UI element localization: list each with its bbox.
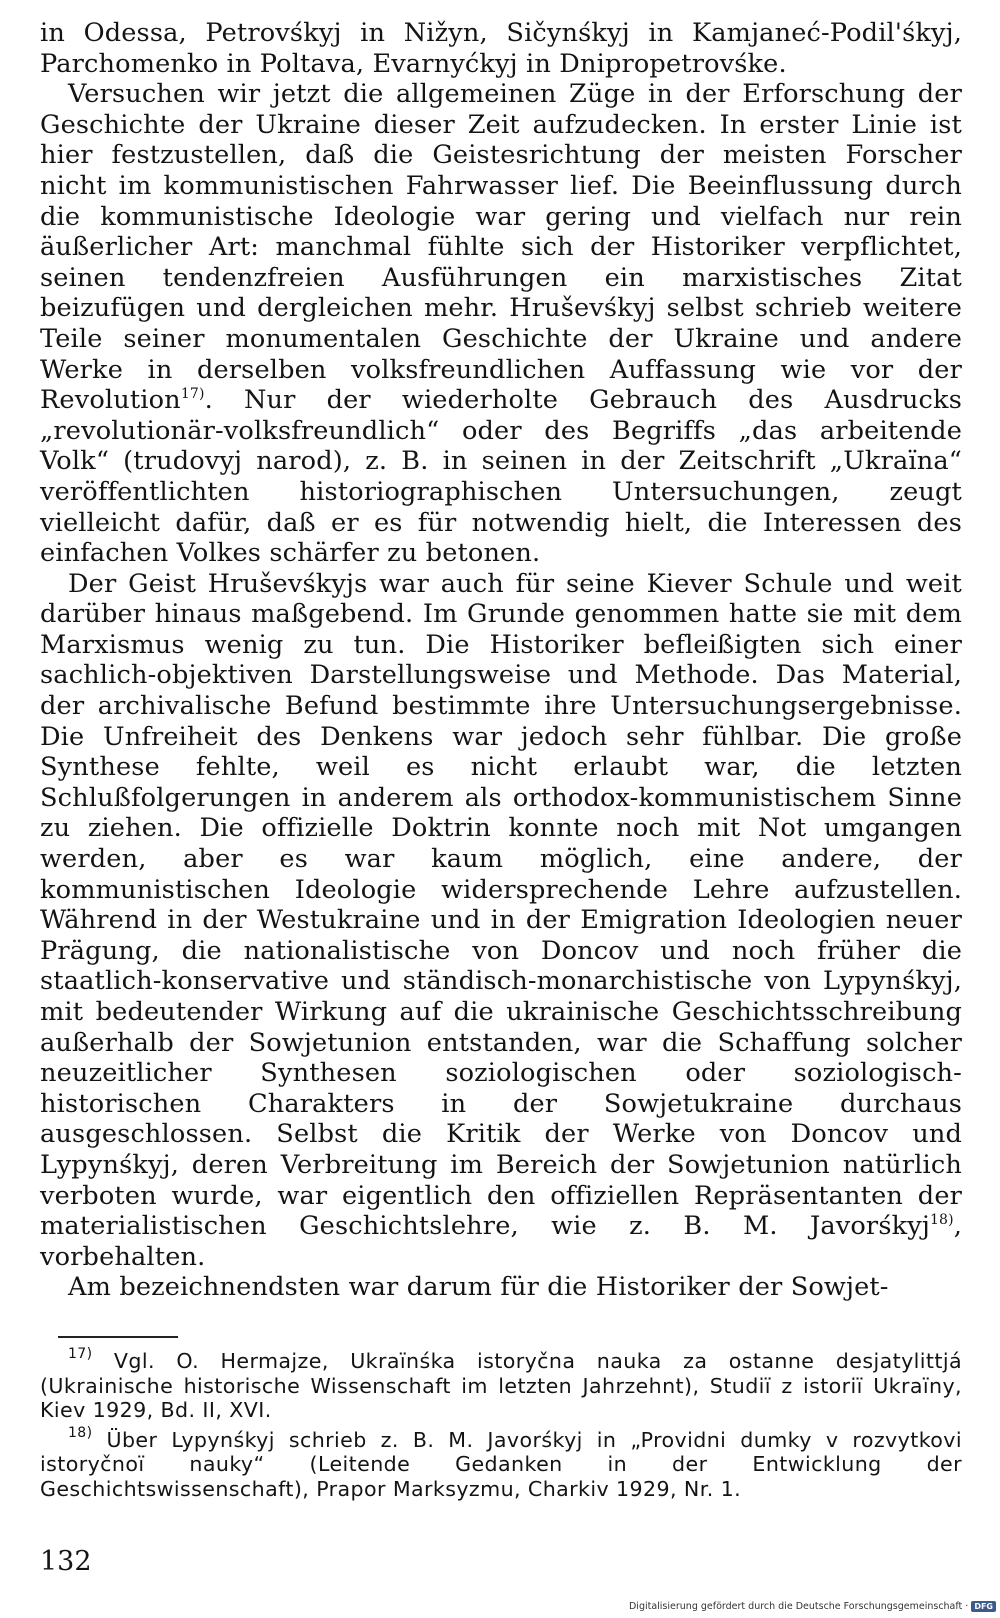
paragraph-text: , vorbehalten. [40, 1211, 962, 1272]
footnote-text: Vgl. O. Hermajze, Ukraïnśka istoryčna nauka za ostanne desjatylittjá (Ukrainische historische Wissenschaft im letzten Jahrzehnt), Studiï z istoriï Ukraïny, Kiev 1929, Bd. II, XVI. [40, 1349, 962, 1422]
footnote-text: Über Lypynśkyj schrieb z. B. M. Javorśkyj in „Providni dumky v rozvytkovi istoryčnoï nauky“ (Leitende Gedanken in der Entwicklung der Geschichtswissenschaft), Prapor Marksyzmu, Charkiv 1929, Nr. 1. [40, 1427, 962, 1501]
footnotes [40, 1346, 962, 1506]
paragraph-text: Der Geist Hruševśkyjs war auch für seine Kiever Schule und weit darüber hinaus maßgebend. Im Grunde genommen hatte sie mit dem Marxismus wenig zu tun. Die Historiker befleißigten sich einer sachlich-objektiven Darstellungsweise und Methode. Das Material, der archivalische Befund bestimmte ihre Untersuchungsergebnisse. Die Unfreiheit des Denkens war jedoch sehr fühlbar. Die große Synthese fehlte, weil es nicht erlaubt war, die letzten Schlußfolgerungen in anderem als orthodox-kommunistischem Sinne zu ziehen. Die offizielle Doktrin konnte noch mit Not umgangen werden, aber es war kaum möglich, eine andere, der kommunistischen Ideologie widersprechende Lehre aufzustellen. Während in der Westukraine und in der Emigration Ideologien neuer Prägung, die nationalistische von Doncov und noch früher die staatlich-konservative und ständisch-monarchistische von Lypynśkyj, mit bedeutender Wirkung auf die ukrainische Geschichtsschreibung außerhalb der Sowjetunion entstanden, war die Schaffung solcher neuzeitlicher Synthesen soziologischen oder soziologisch-historischen Charakters in der Sowjetukraine durchaus ausgeschlossen. Selbst die Kritik der Werke von Doncov und Lypynśkyj, deren Verbreitung im Bereich der Sowjetunion natürlich verboten wurde, war eigentlich den offiziellen Repräsentanten der materialistischen Geschichtslehre, wie z. B. M. Javorśkyj [40, 568, 962, 1242]
paragraph-text: Versuchen wir jetzt die allgemeinen Züge in der Erforschung der Geschichte der Ukraine dieser Zeit aufzudecken. In erster Linie ist hier festzustellen, daß die Geistesrichtung der meisten Forscher nicht im kommunistischen Fahrwasser lief. Die Beeinflussung durch die kommunistische Ideologie war gering und vielfach nur rein äußerlicher Art: manchmal fühlte sich der Historiker verpflichtet, seinen tendenzfreien Ausführungen ein marxistisches Zitat beizufügen und dergleichen mehr. Hruševśkyj selbst schrieb weitere Teile seiner monumentalen Geschichte der Ukraine und andere Werke in derselben volksfreundlichen Auffassung wie vor der Revolution [40, 79, 962, 416]
paragraph: Am bezeichnendsten war darum für die Historiker der Sowjet- [68, 1272, 889, 1303]
footnote-mark: 17) [68, 1346, 93, 1362]
credit-text: Digitalisierung gefördert durch die Deutsche Forschungsgemeinschaft · [628, 1601, 969, 1612]
page-body [40, 18, 962, 1303]
paragraph: in Odessa, Petrovśkyj in Nižyn, Sičynśkyj in Kamjaneć-Podil'śkyj, Parchomenko in Poltava, Evarnyćkyj in Dnipropetrovśke. [40, 18, 962, 79]
footnote-ref-18[interactable]: 18) [929, 1212, 954, 1229]
paragraph [40, 79, 962, 569]
footnote-18 [40, 1424, 962, 1502]
footnote-ref-17[interactable]: 17) [180, 386, 205, 403]
footnote-divider [58, 1336, 178, 1338]
paragraph [40, 569, 962, 1273]
paragraph-text: . Nur der wiederholte Gebrauch des Ausdrucks „revolutionär-volksfreundlich“ oder des Begriffs „das arbeitende Volk“ (trudovyj narod), z. B. in seinen in der Zeitschrift „Ukraïna“ veröffentlichten historiographischen Untersuchungen, zeugt vielleicht dafür, daß er es für notwendig hielt, die Interessen des einfachen Volkes schärfer zu betonen. [40, 385, 962, 569]
page-number: 132 [40, 1546, 92, 1577]
dfg-logo: DFG [971, 1601, 996, 1612]
main-text [40, 18, 962, 1303]
footnote-17 [40, 1346, 962, 1423]
footnote-mark: 18) [68, 1424, 93, 1441]
digitization-credit [629, 1601, 996, 1612]
